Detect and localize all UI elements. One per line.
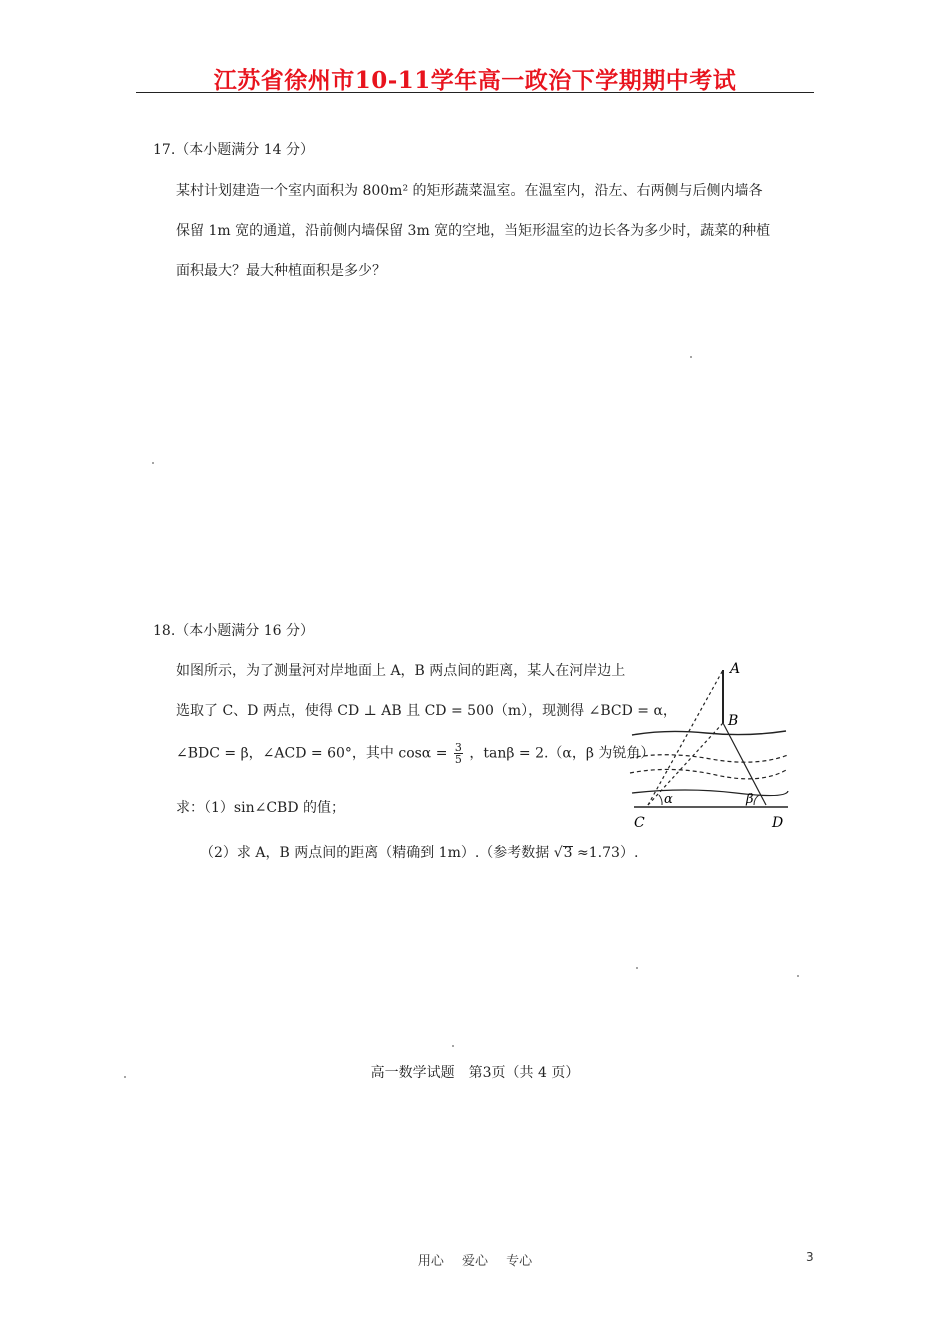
label-a: A [730, 661, 741, 677]
scan-speck [152, 462, 154, 464]
q18-line-2: 选取了 C、D 两点，使得 CD ⊥ AB 且 CD = 500（m），现测得 ∠BCD = α， [176, 703, 677, 719]
q18-line-3-start: ∠BDC = β，∠ACD = 60°，其中 cosα = [176, 745, 448, 762]
page-info: 高一数学试题 第3页（共 4 页） [370, 1065, 580, 1081]
q18-heading: 18.（本小题满分 16 分） [153, 623, 314, 639]
label-alpha: α [664, 792, 673, 807]
q18-line-5 [200, 842, 638, 862]
river-wave-2 [630, 769, 788, 779]
q18-line-5-end: ≈1.73）. [577, 845, 639, 861]
scan-speck [452, 1045, 454, 1047]
angle-alpha-arc [659, 795, 662, 805]
fraction-numerator: 3 [454, 741, 462, 754]
scan-speck [797, 975, 799, 977]
q18-line-3-end: ，tanβ = 2.（α，β 为锐角） [469, 745, 655, 762]
fraction-denominator: 5 [454, 753, 462, 766]
q18-line-4: 求：（1）sin∠CBD 的值； [176, 800, 345, 816]
header-rule [136, 92, 814, 93]
sqrt-symbol: √ [553, 845, 563, 861]
sight-line-cb [648, 723, 723, 805]
scan-speck [690, 356, 692, 358]
river-bank-far [632, 731, 786, 735]
document-title: 江苏省徐州市10-11学年高一政治下学期期中考试 [213, 67, 737, 94]
q18-line-5-start: （2）求 A，B 两点间的距离（精确到 1m）.（参考数据 [200, 845, 550, 861]
q17-line-1: 某村计划建造一个室内面积为 800m² 的矩形蔬菜温室。在温室内，沿左、右两侧与后侧内墙各 [176, 183, 763, 199]
angle-beta-arc [754, 795, 759, 805]
sight-line-ca [648, 670, 723, 805]
sqrt-radicand: 3 [563, 845, 573, 861]
q17-line-3: 面积最大？最大种植面积是多少？ [176, 263, 386, 279]
scan-speck [636, 967, 638, 969]
q17-line-2: 保留 1m 宽的通道，沿前侧内墙保留 3m 宽的空地，当矩形温室的边长各为多少时，蔬菜的种植 [176, 223, 771, 239]
label-d: D [772, 815, 784, 831]
footer-motto: 用心 爱心 专心 [417, 1254, 533, 1269]
river-diagram [626, 655, 796, 835]
q18-line-1: 如图所示，为了测量河对岸地面上 A，B 两点间的距离，某人在河岸边上 [176, 663, 626, 679]
q18-line-3 [176, 742, 654, 765]
page-number: 3 [806, 1250, 814, 1264]
label-c: C [634, 815, 645, 831]
q17-heading: 17.（本小题满分 14 分） [153, 142, 314, 158]
river-wave-1 [630, 755, 788, 762]
fraction-three-fifths [454, 742, 463, 765]
label-beta: β [746, 792, 754, 807]
label-b: B [728, 713, 739, 729]
